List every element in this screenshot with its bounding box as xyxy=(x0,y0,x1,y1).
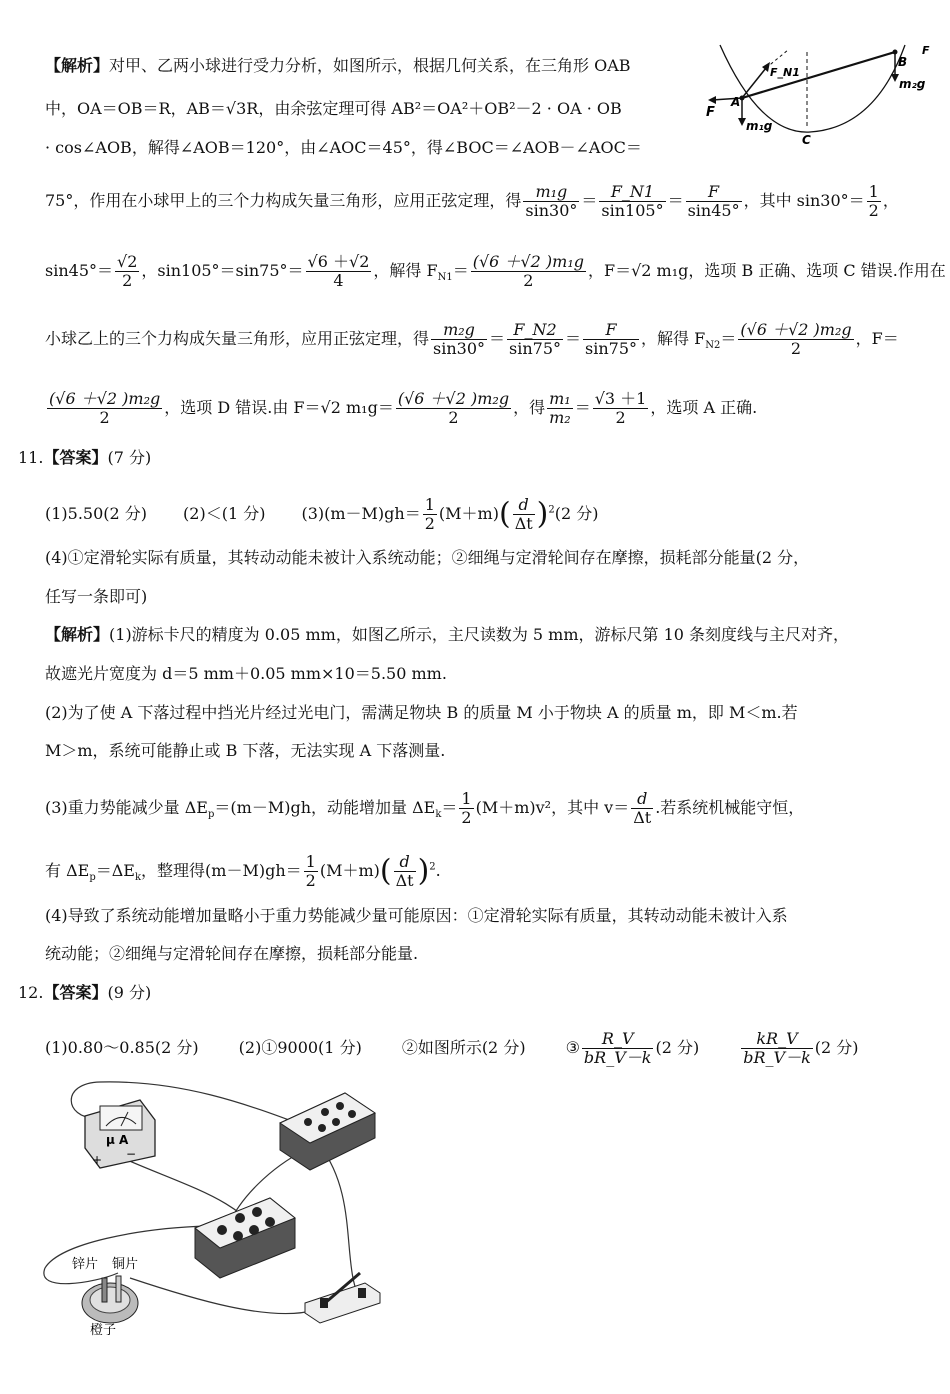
fig-label-C: C xyxy=(802,133,811,147)
q11-solution-4-l1: (4)导致了系统动能增加量略小于重力势能减少量可能原因：①定滑轮实际有质量，其转动动能未被计入系 xyxy=(45,906,788,925)
q11-header: 11.【答案】(7 分) xyxy=(18,448,152,467)
q10-line-5: sin45°＝ $\frac{√2}{2}$ ，sin105°＝sin75°＝ $\frac{√6 +√2}{4}$ ，解得 $F_{N1}=$ $\frac{\text{(√6 ＋√2 )m₁g}}{2}$ ，F＝√2 m₁g，选项 B 正确、选项 C 错误.作用在 xyxy=(45,252,946,290)
copper-label: 铜片 xyxy=(112,1257,139,1272)
microammeter xyxy=(85,1100,155,1168)
q10-line-7: $\frac{\text{(√6 ＋√2 )m₂g}}{2}$ ，选项 D 错误.由 F＝√2 m₁g＝ $\frac{\text{(√6 ＋√2 )m₂g}}{2}$ ，得 $\frac{\text{m₁}}{\text{m₂}}$ ＝ $\frac{√3 +1}{2}$ ，选项 A 正确. xyxy=(49,389,758,427)
q10-line-6: 小球乙上的三个力构成矢量三角形，应用正弦定理，得 $\frac{\text{m₂g}}{\sin 30^\circ}$ ＝ $\frac{F\_N2}{\sin 75^\circ}$ ＝ $\frac{F}{\sin 75^\circ}$ ，解得 $F_{N2}=$ $\frac{\text{(√6 ＋√2 )m₂g}}{2}$ ，F＝ xyxy=(45,320,899,358)
analysis-tag: 【解析】 xyxy=(45,56,110,75)
q11-solution-3b: 有 $\Delta E_p=\Delta E_k$，整理得(m－M)gh＝ $\frac{1}{2}$ (M＋m)( $\frac{d}{\Delta t}$ )$^2$. xyxy=(45,852,441,890)
fig-label-FN1: F_N1 xyxy=(770,66,800,79)
circuit-diagram xyxy=(40,1078,400,1336)
q11-solution-4-l2: 统动能；②细绳与定滑轮间存在摩擦，损耗部分能量. xyxy=(45,944,419,963)
orange-battery xyxy=(72,1256,138,1336)
q11-solution-1-l2: 故遮光片宽度为 d＝5 mm＋0.05 mm×10＝5.50 mm. xyxy=(45,664,447,683)
meter-label: μ A xyxy=(106,1133,129,1147)
q11-solution-1-l1: 【解析】(1)游标卡尺的精度为 0.05 mm，如图乙所示，主尺读数为 5 mm，游标尺第 10 条刻度线与主尺对齐， xyxy=(45,625,850,644)
fig-label-F: F xyxy=(706,105,715,120)
force-diagram xyxy=(700,40,940,150)
fig-label-m2g: m₂g xyxy=(899,77,926,91)
q10-line-1: 【解析】对甲、乙两小球进行受力分析，如图所示，根据几何关系，在三角形 OAB xyxy=(45,56,631,75)
q10-line-4: 75°，作用在小球甲上的三个力构成矢量三角形，应用正弦定理，得 $\frac{\text{m₁g}}{\sin 30^\circ}$ ＝ $\frac{F\_N1}{\sin 105^\circ}$ ＝ $\frac{F}{\sin 45^\circ}$ ，其中 sin30°＝ $\frac{1}{2}$ ， xyxy=(45,182,899,220)
q12-header: 12.【答案】(9 分) xyxy=(18,983,152,1002)
q11-answers: (1)5.50(2 分) (2)＜(1 分) (3)(m－M)gh＝ $\frac{1}{2}$ (M＋m)( $\frac{d}{\Delta t}$ )$^2$(2 分) xyxy=(45,495,599,533)
resistance-box-1 xyxy=(280,1093,375,1170)
q12-answers: (1)0.80～0.85(2 分) (2)①9000(1 分) ②如图所示(2 分) ③ $\frac{R\_V}{bR\_V-k}$ (2 分) $\frac{kR\_V}{bR\_V-k}$ (2 分) xyxy=(45,1029,859,1067)
q11-solution-2-l1: (2)为了使 A 下落过程中挡光片经过光电门，需满足物块 B 的质量 M 小于物块 A 的质量 m，即 M＜m.若 xyxy=(45,703,798,722)
q11-answer-4-l1: (4)①定滑轮实际有质量，其转动动能未被计入系统动能；②细绳与定滑轮间存在摩擦，损耗部分能量(2 分， xyxy=(45,548,810,567)
fig-label-m1g: m₁g xyxy=(746,119,773,133)
switch xyxy=(305,1273,380,1323)
q11-solution-3: (3)重力势能减少量 $\Delta E_p=(m-M)gh$，动能增加量 $\Delta E_k=$ $\frac{1}{2}$ (M＋m)v²，其中 v＝ $\frac{d}{\Delta t}$ .若系统机械能守恒， xyxy=(45,789,805,827)
orange-label: 橙子 xyxy=(90,1323,117,1336)
zinc-label: 锌片 xyxy=(72,1257,99,1272)
meter-plus: + xyxy=(92,1153,103,1167)
fig-label-B: B xyxy=(898,55,908,69)
fig-label-A: A xyxy=(731,95,741,109)
meter-minus: − xyxy=(126,1147,137,1161)
q11-answer-4-l2: 任写一条即可) xyxy=(45,587,148,606)
q10-line-3: · cos∠AOB，解得∠AOB＝120°，由∠AOC＝45°，得∠BOC＝∠AOB－∠AOC＝ xyxy=(45,138,642,157)
resistance-box-2 xyxy=(195,1198,295,1278)
fig-label-Fr: F xyxy=(922,44,930,57)
q11-solution-2-l2: M＞m，系统可能静止或 B 下落，无法实现 A 下落测量. xyxy=(45,741,446,760)
q10-line-2: 中，OA＝OB＝R，AB＝√3R，由余弦定理可得 AB²＝OA²＋OB²－2 · OA · OB xyxy=(45,99,622,118)
